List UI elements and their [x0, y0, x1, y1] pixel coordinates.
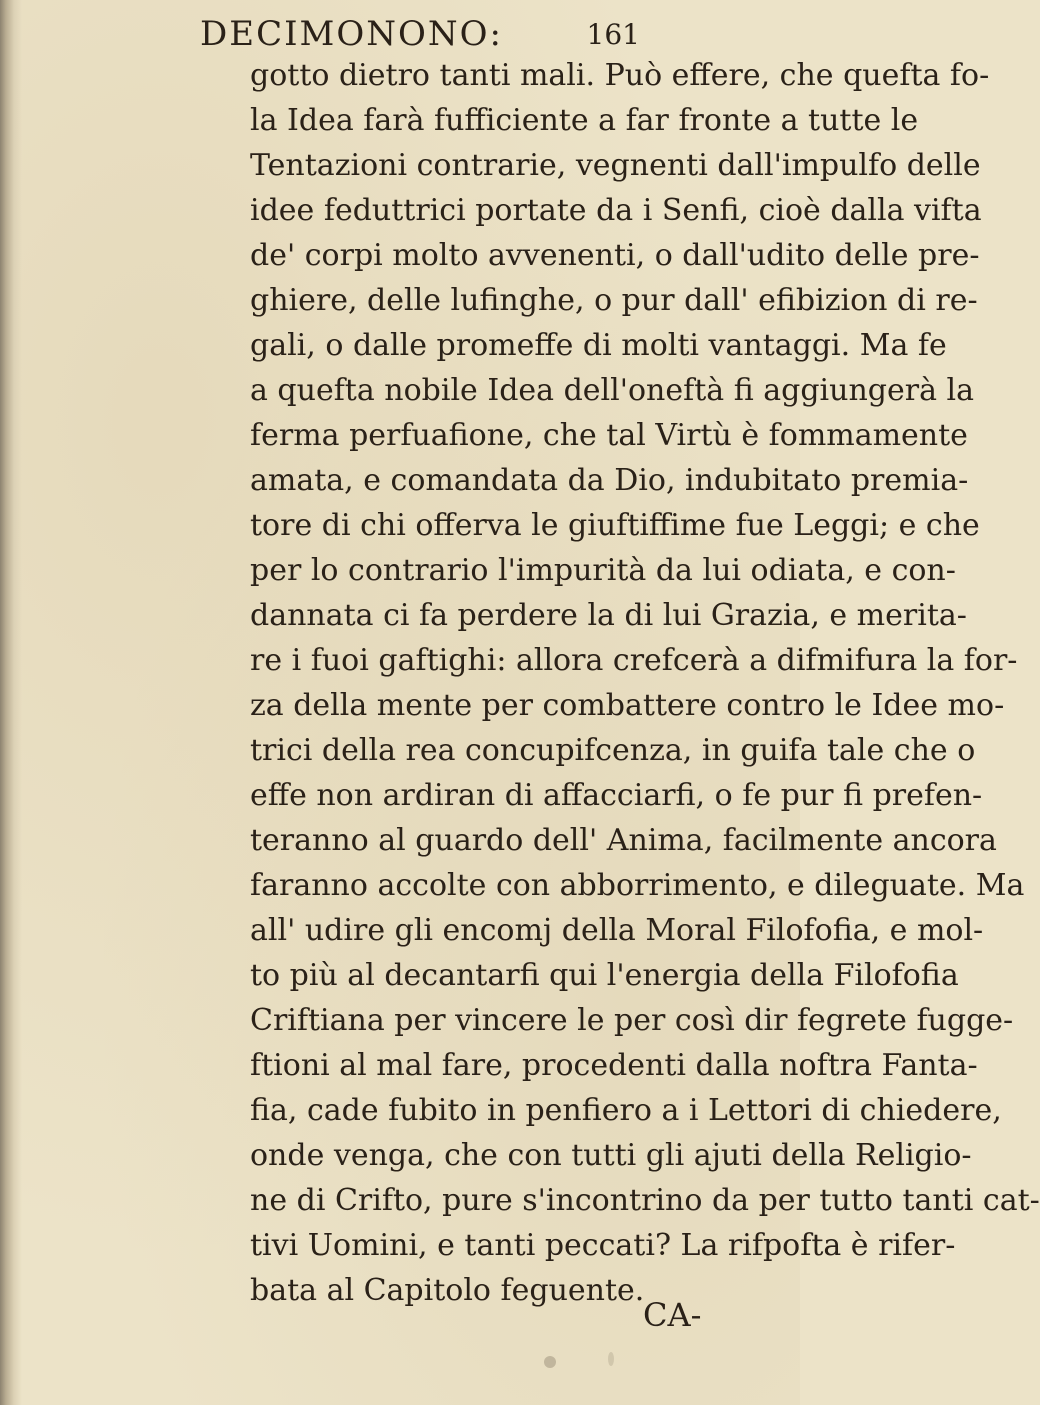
ink-smudge [608, 1352, 614, 1366]
text-line: de' corpi molto avvenenti, o dall'udito delle pre- [250, 238, 980, 273]
text-line: bata al Capitolo feguente. [250, 1273, 645, 1308]
text-line: a quefta nobile Idea dell'oneftà fi aggiungerà la [250, 373, 974, 408]
page-number: 161 [586, 18, 640, 51]
catchword: CA- [643, 1296, 702, 1334]
text-line: idee feduttrici portate da i Senfi, cioè dalla vifta [250, 193, 982, 228]
text-line: ne di Crifto, pure s'incontrino da per tutto tanti cat- [250, 1183, 1040, 1218]
text-line: re i fuoi gaftighi: allora crefcerà a difmifura la for- [250, 643, 1018, 678]
text-line: ftioni al mal fare, procedenti dalla noftra Fanta- [250, 1048, 978, 1083]
text-line: Criftiana per vincere le per così dir fegrete fugge- [250, 1003, 1014, 1038]
text-line: all' udire gli encomj della Moral Filofofia, e mol- [250, 913, 984, 948]
text-line: effe non ardiran di affacciarfi, o fe pur fi prefen- [250, 778, 983, 813]
running-title: DECIMONONO: [200, 14, 503, 54]
text-line: dannata ci fa perdere la di lui Grazia, e merita- [250, 598, 967, 633]
running-head [200, 14, 640, 62]
text-line: fia, cade fubito in penfiero a i Lettori di chiedere, [250, 1093, 1002, 1128]
text-line: onde venga, che con tutti gli ajuti della Religio- [250, 1138, 972, 1173]
text-line: ghiere, delle lufinghe, o pur dall' efibizion di re- [250, 283, 978, 318]
ink-smudge [544, 1356, 556, 1368]
text-line: la Idea farà fufficiente a far fronte a tutte le [250, 103, 919, 138]
text-line: teranno al guardo dell' Anima, facilmente ancora [250, 823, 997, 858]
text-line: tivi Uomini, e tanti peccati? La rifpofta è rifer- [250, 1228, 956, 1263]
text-line: gotto dietro tanti mali. Può effere, che quefta fo- [250, 58, 990, 93]
text-line: trici della rea concupifcenza, in guifa tale che o [250, 733, 976, 768]
text-line: tore di chi offerva le giuftiffime fue Leggi; e che [250, 508, 980, 543]
text-line: za della mente per combattere contro le Idee mo- [250, 688, 1005, 723]
text-line: Tentazioni contrarie, vegnenti dall'impulfo delle [250, 148, 981, 183]
text-line: gali, o dalle promeffe di molti vantaggi. Ma fe [250, 328, 947, 363]
page-gutter-shadow [0, 0, 22, 1405]
text-line: to più al decantarfi qui l'energia della Filofofia [250, 958, 959, 993]
text-line: faranno accolte con abborrimento, e dileguate. Ma [250, 868, 1025, 903]
text-line: per lo contrario l'impurità da lui odiata, e con- [250, 553, 956, 588]
text-line: amata, e comandata da Dio, indubitato premia- [250, 463, 969, 498]
text-line: ferma perfuafione, che tal Virtù è fommamente [250, 418, 968, 453]
